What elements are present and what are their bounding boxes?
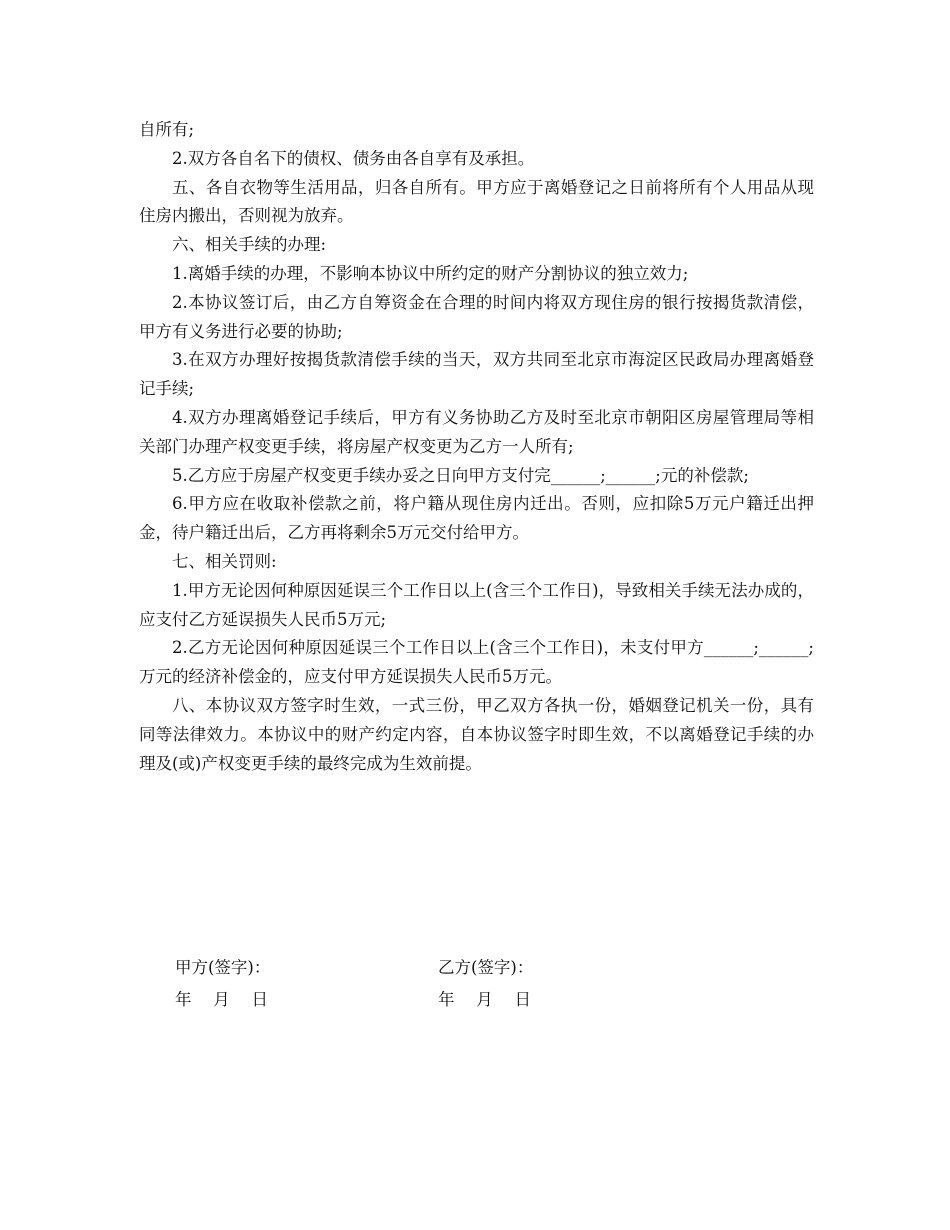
paragraph: 3.在双方办理好按揭货款清偿手续的当天，双方共同至北京市海淀区民政局办理离婚登记手续; (139, 350, 814, 399)
paragraph: 八、本协议双方签字时生效，一式三份，甲乙双方各执一份，婚姻登记机关一份，具有同等法律效力。本协议中的财产约定内容，自本协议签字时即生效，不以离婚登记手续的办理及(或)产权变更手续的最终完成为生效前提。 (139, 695, 814, 773)
paragraph: 5.乙方应于房屋产权变更手续办妥之日向甲方支付完______;______;元的补偿款; (172, 465, 749, 485)
signature-row (175, 954, 775, 986)
party-a-signature-label: 甲方(签字)： (175, 958, 271, 977)
date-row (175, 986, 775, 1018)
party-a-date: 年 月 日 (175, 990, 268, 1009)
paragraph: 6.甲方应在收取补偿款之前，将户籍从现住房内迁出。否则，应扣除5万元户籍迁出押金，待户籍迁出后，乙方再将剩余5万元交付给甲方。 (139, 494, 814, 543)
party-b-date: 年 月 日 (438, 990, 531, 1009)
section-heading: 七、相关罚则: (172, 551, 277, 571)
agreement-body (139, 116, 814, 778)
signature-block (175, 954, 775, 1018)
paragraph: 2.本协议签订后，由乙方自筹资金在合理的时间内将双方现住房的银行按揭货款清偿，甲方有义务进行必要的协助; (139, 292, 814, 341)
section-heading: 六、相关手续的办理: (172, 235, 327, 255)
paragraph: 2.双方各自名下的债权、债务由各自享有及承担。 (172, 148, 535, 168)
paragraph: 五、各自衣物等生活用品，归各自所有。甲方应于离婚登记之日前将所有个人用品从现住房内搬出，否则视为放弃。 (139, 177, 814, 226)
party-b-signature-label: 乙方(签字)： (438, 958, 534, 977)
paragraph: 1.离婚手续的办理，不影响本协议中所约定的财产分割协议的独立效力; (172, 263, 689, 283)
paragraph: 4.双方办理离婚登记手续后，甲方有义务协助乙方及时至北京市朝阳区房屋管理局等相关部门办理产权变更手续，将房屋产权变更为乙方一人所有; (139, 407, 814, 456)
paragraph: 1.甲方无论因何种原因延误三个工作日以上(含三个工作日)，导致相关手续无法办成的，应支付乙方延误损失人民币5万元; (139, 580, 814, 629)
paragraph: 2.乙方无论因何种原因延误三个工作日以上(含三个工作日)，未支付甲方______;______;万元的经济补偿金的，应支付甲方延误损失人民币5万元。 (139, 638, 814, 687)
paragraph: 自所有; (139, 120, 195, 139)
